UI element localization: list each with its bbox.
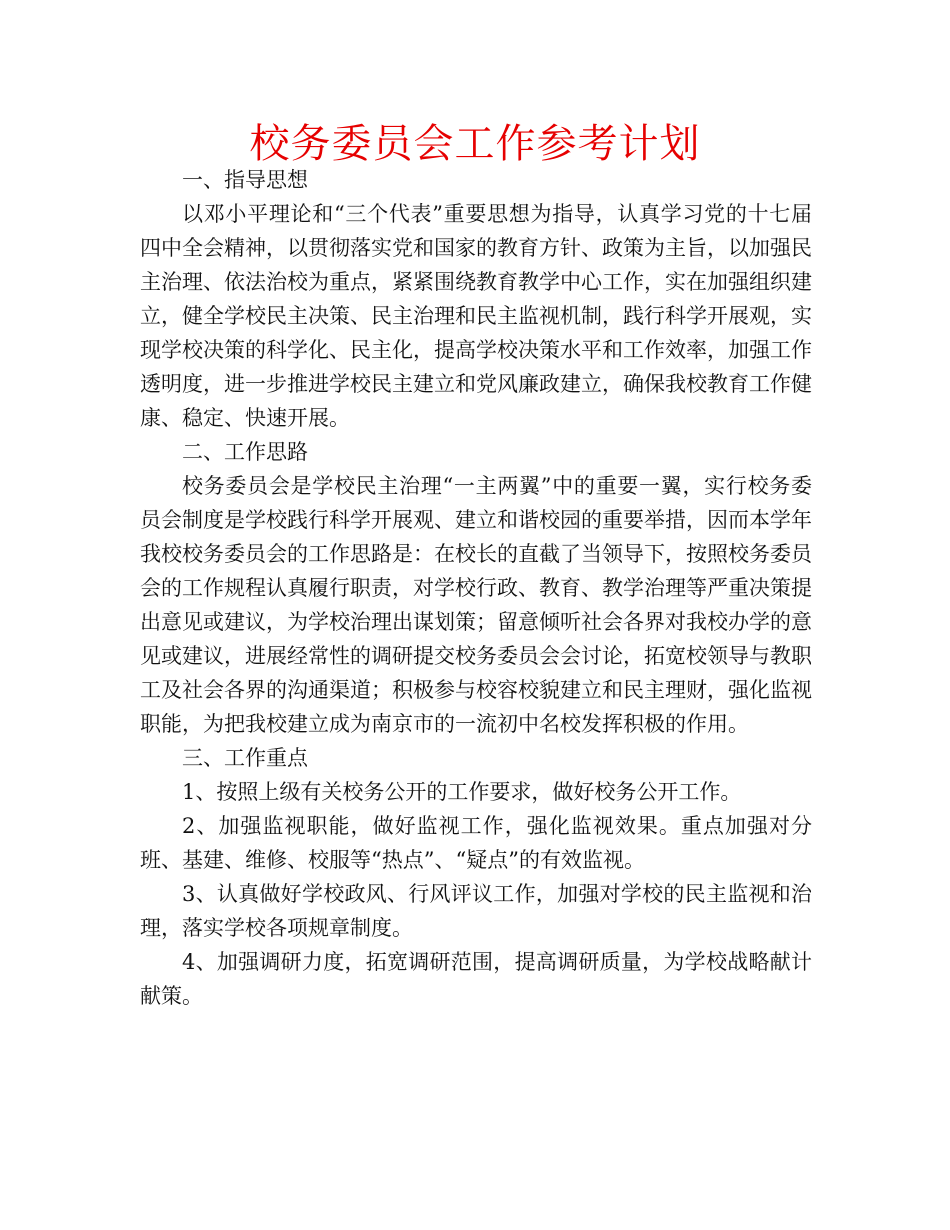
paragraph-guiding-ideology: 以邓小平理论和“三个代表”重要思想为指导，认真学习党的十七届四中全会精神，以贯彻落实党和国家的教育方针、政策为主旨，以加强民主治理、依法治校为重点，紧紧围绕教育教学中心工作，实在加强组织建立，健全学校民主决策、民主治理和民主监视机制，践行科学开展观，实现学校决策的科学化、民主化，提高学校决策水平和工作效率，加强工作透明度，进一步推进学校民主建立和党风廉政建立，确保我校教育工作健康、稳定、快速开展。: [140, 202, 812, 430]
page-title: 校务委员会工作参考计划: [249, 121, 701, 167]
document-body: [140, 163, 812, 1013]
list-item-focus-4: 4、加强调研力度，拓宽调研范围，提高调研质量，为学校战略献计献策。: [140, 950, 812, 1008]
section-heading-work-focus: 三、工作重点: [182, 746, 308, 770]
list-item-focus-2: 2、加强监视职能，做好监视工作，强化监视效果。重点加强对分班、基建、维修、校服等“热点”、“疑点”的有效监视。: [140, 814, 812, 872]
list-item-focus-1: 1、按照上级有关校务公开的工作要求，做好校务公开工作。: [182, 780, 742, 804]
section-heading-guiding-ideology: 一、指导思想: [182, 168, 308, 192]
section-heading-work-approach: 二、工作思路: [182, 440, 308, 464]
paragraph-work-approach: 校务委员会是学校民主治理“一主两翼”中的重要一翼，实行校务委员会制度是学校践行科学开展观、建立和谐校园的重要举措，因而本学年我校校务委员会的工作思路是：在校长的直截了当领导下，按照校务委员会的工作规程认真履行职责，对学校行政、教育、教学治理等严重决策提出意见或建议，为学校治理出谋划策；留意倾听社会各界对我校办学的意见或建议，进展经常性的调研提交校务委员会会讨论，拓宽校领导与教职工及社会各界的沟通渠道；积极参与校容校貌建立和民主理财，强化监视职能，为把我校建立成为南京市的一流初中名校发挥积极的作用。: [140, 474, 812, 736]
list-item-focus-3: 3、认真做好学校政风、行风评议工作，加强对学校的民主监视和治理，落实学校各项规章制度。: [140, 882, 812, 940]
